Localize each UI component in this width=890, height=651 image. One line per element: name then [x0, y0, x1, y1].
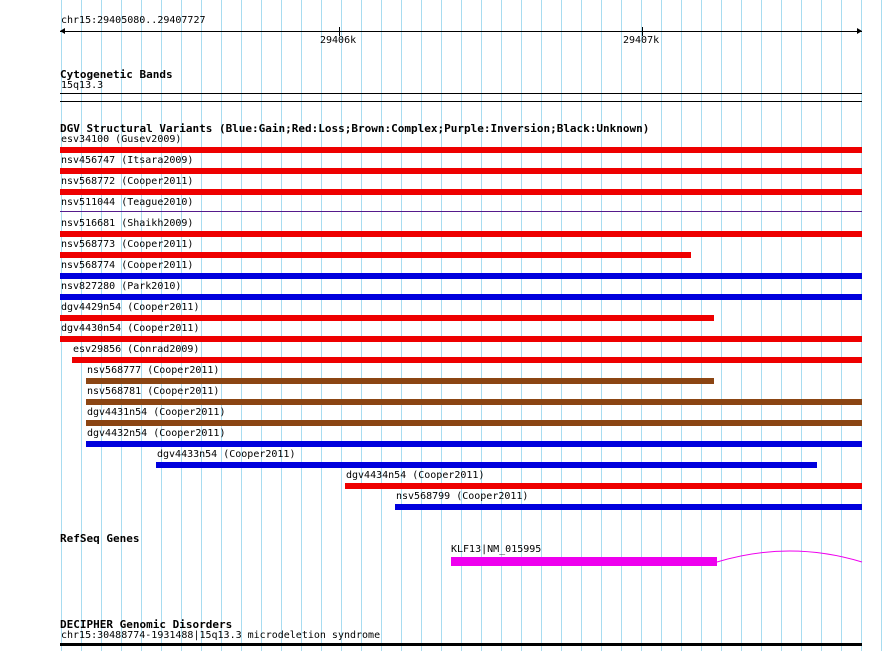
- variant-label[interactable]: nsv516681 (Shaikh2009): [61, 218, 194, 229]
- variant-label[interactable]: nsv568772 (Cooper2011): [61, 176, 194, 187]
- variant-label[interactable]: dgv4429n54 (Cooper2011): [61, 302, 200, 313]
- variant-label[interactable]: nsv511044 (Teague2010): [61, 197, 194, 208]
- variant-label[interactable]: nsv568774 (Cooper2011): [61, 260, 194, 271]
- decipher-bar[interactable]: [60, 643, 862, 646]
- gene-label[interactable]: KLF13|NM_015995: [451, 544, 542, 555]
- variant-label[interactable]: nsv827280 (Park2010): [61, 281, 182, 292]
- variant-label[interactable]: dgv4432n54 (Cooper2011): [87, 428, 226, 439]
- gene-intron-arc: [717, 551, 862, 562]
- track-title-cytobands: Cytogenetic Bands: [60, 68, 173, 81]
- variant-label[interactable]: nsv568799 (Cooper2011): [396, 491, 529, 502]
- variant-label[interactable]: dgv4433n54 (Cooper2011): [157, 449, 296, 460]
- variant-label[interactable]: dgv4434n54 (Cooper2011): [346, 470, 485, 481]
- track-title-decipher: DECIPHER Genomic Disorders: [60, 618, 233, 631]
- variant-label[interactable]: esv34100 (Gusev2009): [61, 134, 182, 145]
- variant-label[interactable]: nsv456747 (Itsara2009): [61, 155, 194, 166]
- variant-label[interactable]: nsv568773 (Cooper2011): [61, 239, 194, 250]
- ruler-tick-label: 29407k: [623, 35, 660, 46]
- variant-label[interactable]: dgv4431n54 (Cooper2011): [87, 407, 226, 418]
- track-title-refseq: RefSeq Genes: [60, 532, 140, 545]
- decipher-label[interactable]: chr15:30488774-1931488|15q13.3 microdeletion syndrome: [61, 630, 381, 641]
- cytoband-label: 15q13.3: [61, 80, 104, 91]
- variant-label[interactable]: nsv568777 (Cooper2011): [87, 365, 220, 376]
- variant-label[interactable]: esv29856 (Conrad2009): [73, 344, 200, 355]
- ruler-position: chr15:29405080..29407727: [61, 15, 206, 26]
- variant-label[interactable]: nsv568781 (Cooper2011): [87, 386, 220, 397]
- ruler-tick-label: 29406k: [320, 35, 357, 46]
- track-title-dgv: DGV Structural Variants (Blue:Gain;Red:Loss;Brown:Complex;Purple:Inversion;Black:Unknown): [60, 122, 650, 135]
- variant-label[interactable]: dgv4430n54 (Cooper2011): [61, 323, 200, 334]
